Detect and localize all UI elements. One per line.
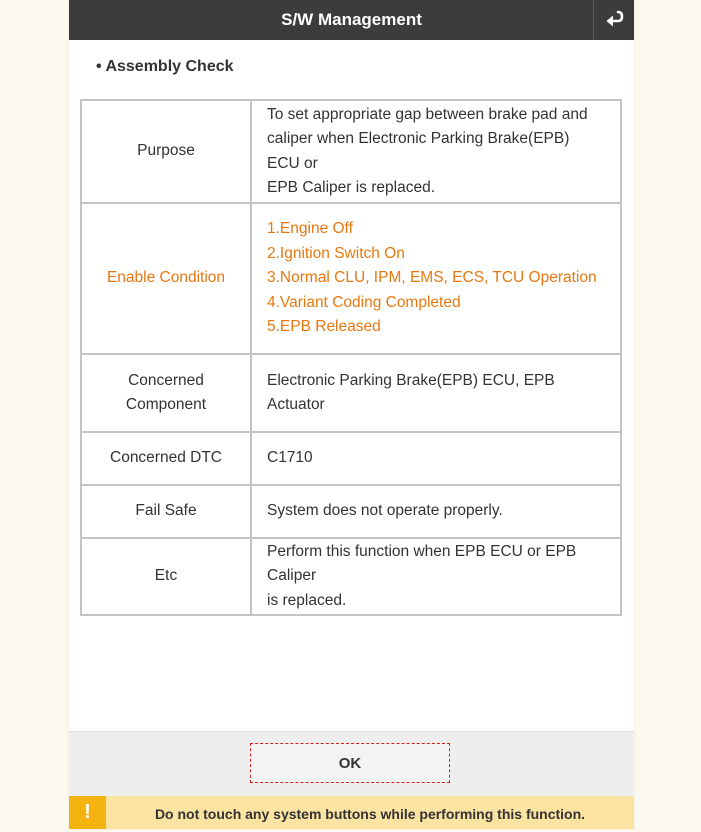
warning-bar [69,796,634,829]
row-value [251,485,621,538]
value-line: C1710 [267,449,313,467]
value-line: caliper when Electronic Parking Brake(EPB) ECU or [267,130,570,172]
dialog-footer [69,731,634,796]
row-value [251,432,621,485]
value-line: System does not operate properly. [267,502,503,520]
row-value [251,538,621,615]
label-line: Concerned [128,371,204,389]
table-row-concerned-component [81,354,621,432]
row-label: Etc [81,538,251,615]
label-line: Component [125,396,207,413]
ok-button[interactable]: OK [250,743,450,783]
value-line: 5.EPB Released [267,318,381,336]
back-button[interactable] [593,0,634,40]
row-label: Purpose [81,100,251,203]
value-line: 3.Normal CLU, IPM, EMS, ECS, TCU Operation [267,269,597,287]
info-table [80,99,622,616]
value-line: 1.Engine Off [267,220,353,238]
row-label: Concerned DTC [81,432,251,485]
row-label: Fail Safe [81,485,251,538]
row-label [81,354,251,432]
section-title: • Assembly Check [96,58,234,75]
table-row-enable-condition [81,203,621,354]
table-row-purpose [81,100,621,203]
row-value [251,203,621,354]
table-row-concerned-dtc [81,432,621,485]
value-line: EPB Caliper is replaced. [267,179,435,196]
value-line: Perform this function when EPB ECU or EPB Caliper [267,542,577,585]
value-line: Electronic Parking Brake(EPB) ECU, EPB Actuator [267,371,555,413]
warning-text: Do not touch any system buttons while performing this function. [154,806,586,822]
title-bar [69,0,634,40]
return-arrow-icon [604,10,624,30]
table-row-fail-safe [81,485,621,538]
row-label: Enable Condition [81,203,251,354]
row-value [251,100,621,203]
value-line: 4.Variant Coding Completed [267,293,461,311]
sw-management-dialog [69,0,634,829]
value-line: 2.Ignition Switch On [267,244,405,262]
warning-icon: ! [69,796,106,829]
table-row-etc [81,538,621,615]
dialog-title: S/W Management [281,10,422,29]
value-line: is replaced. [267,591,347,609]
row-value [251,354,621,432]
value-line: To set appropriate gap between brake pad and [267,105,588,123]
